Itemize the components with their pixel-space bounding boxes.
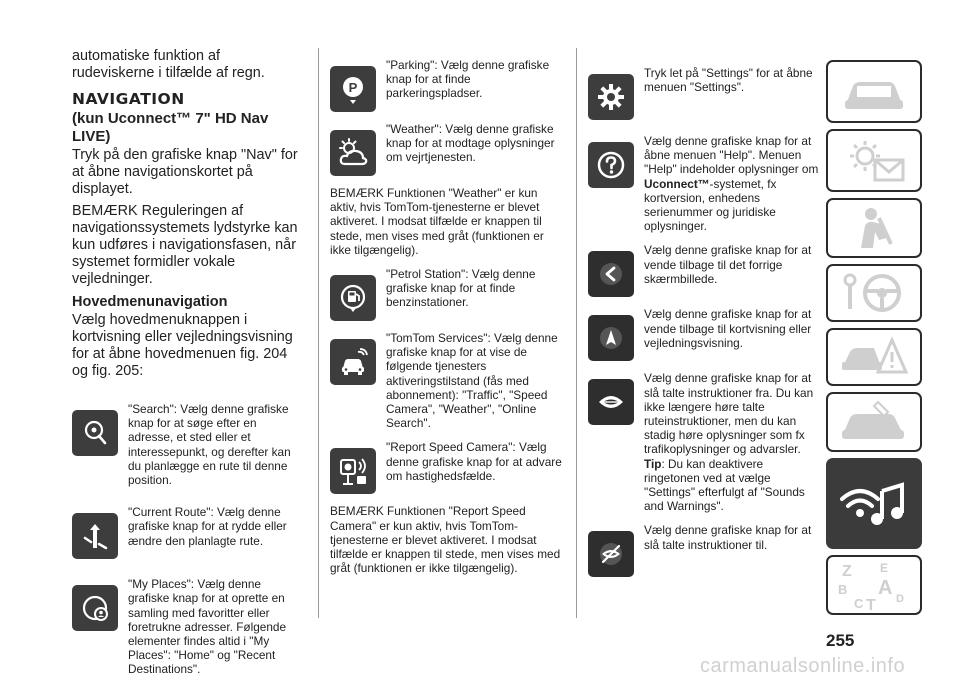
list-item-tomtom-services xyxy=(330,331,562,430)
tab-warning-lights[interactable] xyxy=(826,129,922,192)
multimedia-tab-icon xyxy=(836,469,912,539)
mute-text-a: Vælg denne grafiske knap for at slå talte instruktioner fra. Du kan ikke længere høre talte ruteinstruktioner, men du kan stadig høre oplysninger som fx trafikoplysninger og advarsler. xyxy=(644,371,814,457)
index-letter: E xyxy=(880,561,889,575)
nav-intro-paragraph: Tryk på den grafiske knap "Nav" for at åbne navigationskortet på displayet. xyxy=(72,147,298,197)
list-item-weather xyxy=(330,122,562,176)
tab-car-dashboard[interactable] xyxy=(826,60,922,123)
starting-driving-tab-icon xyxy=(838,270,910,316)
emergency-tab-icon xyxy=(838,334,910,380)
column-right xyxy=(588,66,820,587)
help-text-b: -systemet, fx kortversion, enhedens serienummer og juridiske oplysninger. xyxy=(644,176,777,234)
tomtom-services-icon xyxy=(330,339,376,385)
item-text: "Parking": Vælg denne grafiske knap for at finde parkeringspladser. xyxy=(386,58,550,101)
watermark: carmanualsonline.info xyxy=(700,655,906,677)
weather-icon xyxy=(330,130,376,176)
help-icon xyxy=(588,142,634,188)
voice-off-icon xyxy=(588,531,634,577)
item-text: "My Places": Vælg denne grafiske knap for at oprette en samling med favoritter eller foretrukne adresser. Følgende elementer findes altid i "My Places": "Home" og "Recent Destinations". xyxy=(128,577,287,677)
help-text-a: Vælg denne grafiske knap for at åbne menuen "Help". Menuen "Help" indeholder oplysninger om xyxy=(644,134,819,177)
item-text: Vælg denne grafiske knap for at vende tilbage til kortvisning eller vejledningsvisning. xyxy=(644,307,812,350)
back-arrow-icon xyxy=(588,251,634,297)
index-letter: Z xyxy=(842,563,852,580)
column-divider xyxy=(576,48,577,618)
speed-camera-icon xyxy=(330,448,376,494)
tab-safety[interactable] xyxy=(826,198,922,258)
tab-multimedia[interactable] xyxy=(826,458,922,549)
list-item-back xyxy=(588,243,820,297)
search-icon xyxy=(72,410,118,456)
mute-text-b: : Du kan deaktivere ringetonen ved at vælge "Settings" efterfulgt af "Sounds and Warnings". xyxy=(644,456,805,514)
list-item-help xyxy=(588,134,820,233)
list-item-report-speed-camera xyxy=(330,440,562,494)
item-text: "TomTom Services": Vælg denne grafiske knap for at vise de følgende tjenesters aktiveringstilstand (fås med abonnement): "Traffic", "Speed Camera", "Weather", "Online Search". xyxy=(386,331,558,431)
item-text: "Weather": Vælg denne grafiske knap for at modtage oplysninger om vejrtjenesten. xyxy=(386,122,555,165)
item-text: Vælg denne grafiske knap for at slå talte instruktioner til. xyxy=(644,523,812,552)
parking-icon xyxy=(330,66,376,112)
item-text: "Petrol Station": Vælg denne grafiske knap for at finde benzinstationer. xyxy=(386,267,536,310)
settings-gear-icon xyxy=(588,74,634,120)
maintenance-tab-icon xyxy=(838,398,910,446)
uconnect-brand: Uconnect™ xyxy=(644,176,710,191)
item-text xyxy=(644,134,820,233)
tab-starting-driving[interactable] xyxy=(826,264,922,322)
tab-emergency[interactable] xyxy=(826,328,922,386)
intro-text: automatiske funktion af rudeviskerne i tilfælde af regn. xyxy=(72,48,265,81)
list-item-parking xyxy=(330,58,562,112)
weather-note: BEMÆRK Funktionen "Weather" er kun aktiv, hvis TomTom-tjenesterne er blevet aktiveret. I modsat tilfælde er knappen til stede, men vises med gråt (funktionen er ikke tilgængelig). xyxy=(330,186,544,257)
safety-tab-icon xyxy=(839,204,909,252)
tab-alphabetical-index[interactable] xyxy=(826,555,922,615)
list-item-petrol-station xyxy=(330,267,562,321)
volume-note-paragraph: BEMÆRK Reguleringen af navigationssystemets lydstyrke kan kun udføres i navigationsfasen, når systemet formidler vokale vejledninger. xyxy=(72,203,298,287)
mute-voice-icon xyxy=(588,379,634,425)
warning-lights-tab-icon xyxy=(839,136,909,186)
tip-label: Tip xyxy=(644,456,662,471)
index-letter: D xyxy=(896,593,904,605)
main-menu-heading: Hovedmenunavigation xyxy=(72,294,228,310)
list-item-settings xyxy=(588,66,820,120)
main-menu-paragraph: Vælg hovedmenuknappen i kortvisning eller vejledningsvisning for at åbne hovedmenuen fig. 204 og fig. 205: xyxy=(72,312,293,379)
index-letter: B xyxy=(838,582,848,597)
page-number: 255 xyxy=(826,631,855,650)
alphabetical-index-tab-icon xyxy=(834,558,914,612)
current-route-icon xyxy=(72,513,118,559)
list-item-voice-off xyxy=(588,523,820,577)
item-text: Vælg denne grafiske knap for at vende tilbage til det forrige skærmbillede. xyxy=(644,243,812,286)
column-middle xyxy=(330,58,562,585)
petrol-station-icon xyxy=(330,275,376,321)
item-text xyxy=(644,371,820,513)
speed-camera-note: BEMÆRK Funktionen "Report Speed Camera" er kun aktiv, hvis TomTom-tjenesterne er blevet aktiveret. I modsat tilfælde er knappen til stede, men vises med gråt (funktionen er ikke tilgængelig). xyxy=(330,504,561,576)
my-places-icon xyxy=(72,585,118,631)
list-item-search xyxy=(72,402,304,487)
item-text: "Current Route": Vælg denne grafiske knap for at rydde eller ændre den planlagte rute. xyxy=(128,505,287,548)
list-item-my-places xyxy=(72,577,304,676)
list-item-current-route xyxy=(72,505,304,559)
item-text: "Search": Vælg denne grafiske knap for at søge efter en adresse, et sted eller et interessepunkt, og derefter kan du planlægge en rute til denne position. xyxy=(128,402,291,488)
section-title: NAVIGATION xyxy=(72,90,185,108)
list-item-route-view xyxy=(588,307,820,361)
section-subtitle: (kun Uconnect™ 7" HD Nav LIVE) xyxy=(72,110,269,145)
column-divider xyxy=(318,48,319,618)
column-left xyxy=(72,48,304,683)
route-view-arrow-icon xyxy=(588,315,634,361)
car-dashboard-tab-icon xyxy=(839,68,909,116)
index-letter: C xyxy=(854,596,864,611)
list-item-mute xyxy=(588,371,820,513)
index-letter: A xyxy=(878,577,893,599)
tab-maintenance[interactable] xyxy=(826,392,922,452)
svg-text:P: P xyxy=(348,80,358,95)
item-text: Tryk let på "Settings" for at åbne menuen "Settings". xyxy=(644,66,813,95)
index-letter: T xyxy=(866,597,876,612)
item-text: "Report Speed Camera": Vælg denne grafiske knap for at advare om hastighedsfælde. xyxy=(386,440,562,483)
